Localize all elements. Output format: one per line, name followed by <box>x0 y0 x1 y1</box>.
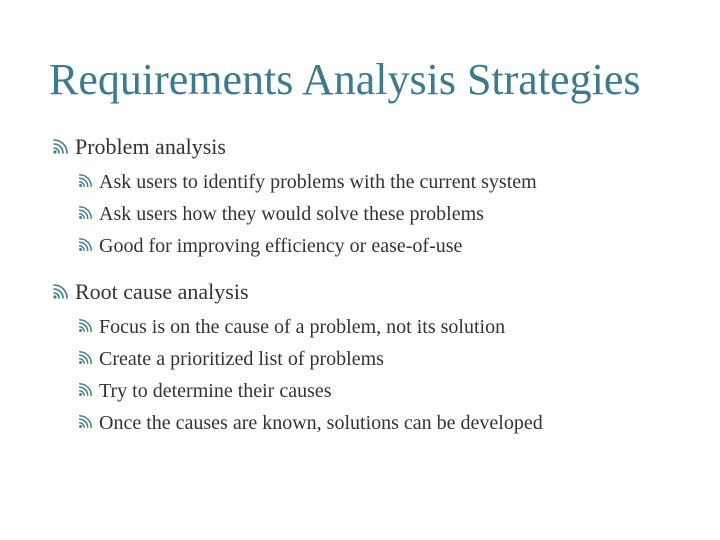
wifi-signal-icon <box>75 382 99 400</box>
bullet-text: Create a prioritized list of problems <box>99 348 384 370</box>
bullet-item-level2 <box>75 198 537 230</box>
wifi-signal-icon <box>49 138 75 156</box>
wifi-signal-icon <box>75 205 99 223</box>
bullet-item-level2 <box>75 407 543 439</box>
bullet-text: Ask users to identify problems with the current system <box>99 171 537 193</box>
bullet-item-level1 <box>49 134 537 160</box>
section-root-cause-analysis <box>49 279 543 439</box>
bullet-text: Once the causes are known, solutions can be developed <box>99 412 543 434</box>
slide-title: Requirements Analysis Strategies <box>49 55 641 104</box>
wifi-signal-icon <box>75 414 99 432</box>
wifi-signal-icon <box>75 173 99 191</box>
sub-bullet-list <box>49 166 537 262</box>
sub-bullet-list <box>49 311 543 439</box>
bullet-text: Ask users how they would solve these problems <box>99 203 484 225</box>
wifi-signal-icon <box>49 283 75 301</box>
bullet-item-level1 <box>49 279 543 305</box>
bullet-text: Focus is on the cause of a problem, not its solution <box>99 316 506 338</box>
wifi-signal-icon <box>75 350 99 368</box>
bullet-text: Root cause analysis <box>75 279 249 304</box>
bullet-text: Problem analysis <box>75 134 226 159</box>
bullet-text: Try to determine their causes <box>99 380 332 402</box>
section-problem-analysis <box>49 134 537 262</box>
bullet-item-level2 <box>75 166 537 198</box>
bullet-item-level2 <box>75 375 543 407</box>
bullet-item-level2 <box>75 311 543 343</box>
bullet-item-level2 <box>75 230 537 262</box>
wifi-signal-icon <box>75 318 99 336</box>
wifi-signal-icon <box>75 237 99 255</box>
bullet-text: Good for improving efficiency or ease-of-use <box>99 235 463 257</box>
bullet-item-level2 <box>75 343 543 375</box>
